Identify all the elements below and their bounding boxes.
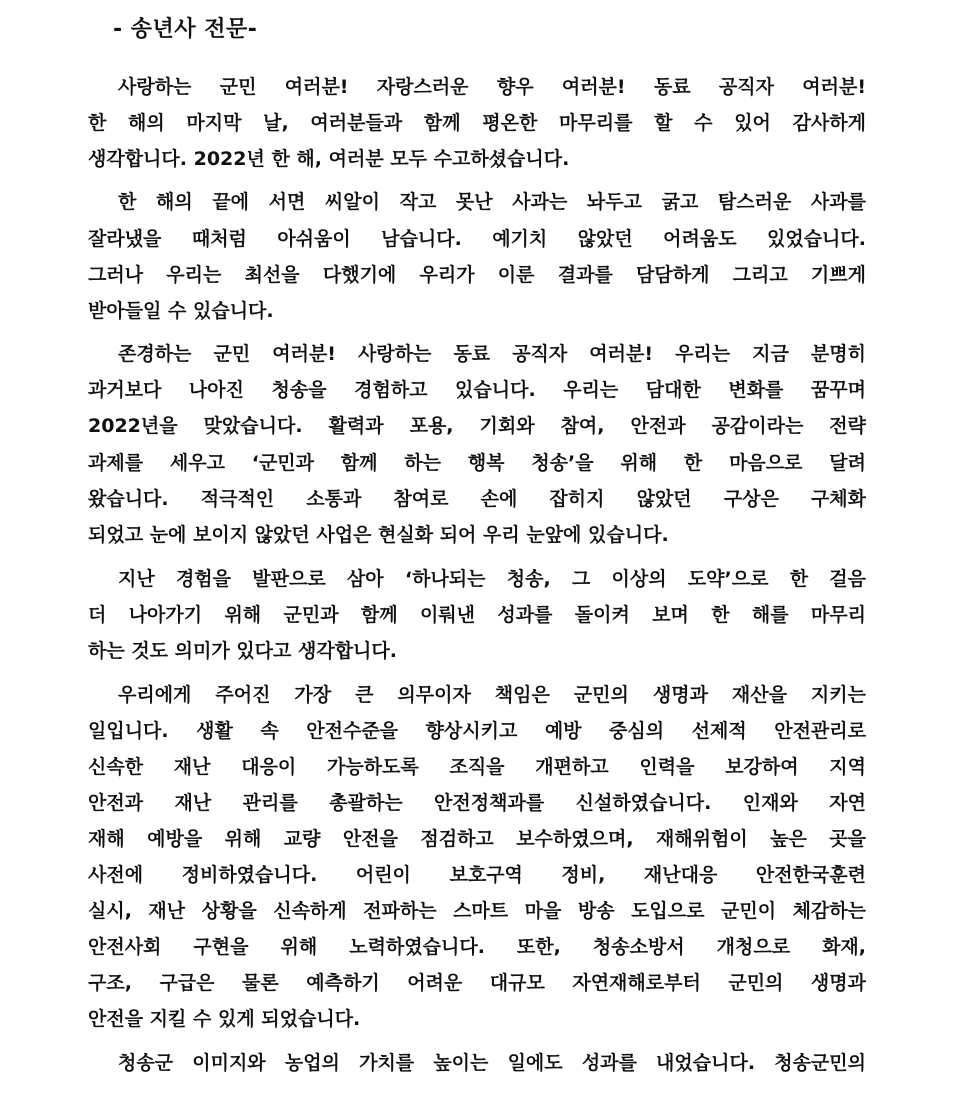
paragraph-2-line-4: 받아들일 수 있습니다. [88, 300, 274, 322]
paragraph-5-line-1: 우리에게 주어진 가장 큰 의무이자 책임은 군민의 생명과 재산을 지키는 [118, 684, 866, 706]
paragraph-5-line-2: 일입니다. 생활 속 안전수준을 향상시키고 예방 중심의 선제적 안전관리로 [88, 720, 866, 742]
paragraph-1-line-2: 한 해의 마지막 날, 여러분들과 함께 평온한 마무리를 할 수 있어 감사하게 [88, 112, 866, 134]
paragraph-5-line-6: 사전에 정비하였습니다. 어린이 보호구역 정비, 재난대응 안전한국훈련 [88, 864, 866, 886]
paragraph-2-line-1: 한 해의 끝에 서면 씨알이 작고 못난 사과는 놔두고 굵고 탐스러운 사과를 [118, 191, 866, 213]
paragraph-5-line-9: 구조, 구급은 물론 예측하기 어려운 대규모 자연재해로부터 군민의 생명과 [88, 972, 866, 994]
paragraph-2-line-3: 그러나 우리는 최선을 다했기에 우리가 이룬 결과를 담담하게 그리고 기쁘게 [88, 264, 866, 286]
paragraph-3-line-5: 왔습니다. 적극적인 소통과 참여로 손에 잡히지 않았던 구상은 구체화 [88, 488, 866, 510]
paragraph-4-line-2: 더 나아가기 위해 군민과 함께 이뤄낸 성과를 돌이켜 보며 한 해를 마무리 [88, 604, 866, 626]
paragraph-1-line-1: 사랑하는 군민 여러분! 자랑스러운 향우 여러분! 동료 공직자 여러분! [118, 76, 866, 98]
paragraph-3-line-2: 과거보다 나아진 청송을 경험하고 있습니다. 우리는 담대한 변화를 꿈꾸며 [88, 379, 866, 401]
paragraph-2-line-2: 잘라냈을 때처럼 아쉬움이 남습니다. 예기치 않았던 어려움도 있었습니다. [88, 228, 866, 250]
paragraph-5-line-4: 안전과 재난 관리를 총괄하는 안전정책과를 신설하였습니다. 인재와 자연 [88, 792, 866, 814]
paragraph-3-line-6: 되었고 눈에 보이지 않았던 사업은 현실화 되어 우리 눈앞에 있습니다. [88, 524, 669, 546]
paragraph-5-line-10: 안전을 지킬 수 있게 되었습니다. [88, 1008, 361, 1030]
paragraph-6-line-1: 청송군 이미지와 농업의 가치를 높이는 일에도 성과를 내었습니다. 청송군민의 [118, 1052, 866, 1074]
paragraph-5-line-7: 실시, 재난 상황을 신속하게 전파하는 스마트 마을 방송 도입으로 군민이 체감하는 [88, 900, 866, 922]
paragraph-4-line-3: 하는 것도 의미가 있다고 생각합니다. [88, 640, 397, 662]
paragraph-5-line-3: 신속한 재난 대응이 가능하도록 조직을 개편하고 인력을 보강하여 지역 [88, 756, 866, 778]
paragraph-5-line-5: 재해 예방을 위해 교량 안전을 점검하고 보수하였으며, 재해위험이 높은 곳을 [88, 828, 866, 850]
paragraph-3-line-1: 존경하는 군민 여러분! 사랑하는 동료 공직자 여러분! 우리는 지금 분명히 [118, 343, 866, 365]
paragraph-4-line-1: 지난 경험을 발판으로 삼아 ‘하나되는 청송, 그 이상의 도약’으로 한 걸음 [118, 568, 866, 590]
paragraph-3-line-3: 2022년을 맞았습니다. 활력과 포용, 기회와 참여, 안전과 공감이라는 전략 [88, 415, 866, 437]
document-heading: - 송년사 전문- [113, 17, 258, 42]
paragraph-1-line-3: 생각합니다. 2022년 한 해, 여러분 모두 수고하셨습니다. [88, 148, 570, 170]
paragraph-3-line-4: 과제를 세우고 ‘군민과 함께 하는 행복 청송’을 위해 한 마음으로 달려 [88, 452, 866, 474]
paragraph-5-line-8: 안전사회 구현을 위해 노력하였습니다. 또한, 청송소방서 개청으로 화재, [88, 936, 866, 958]
